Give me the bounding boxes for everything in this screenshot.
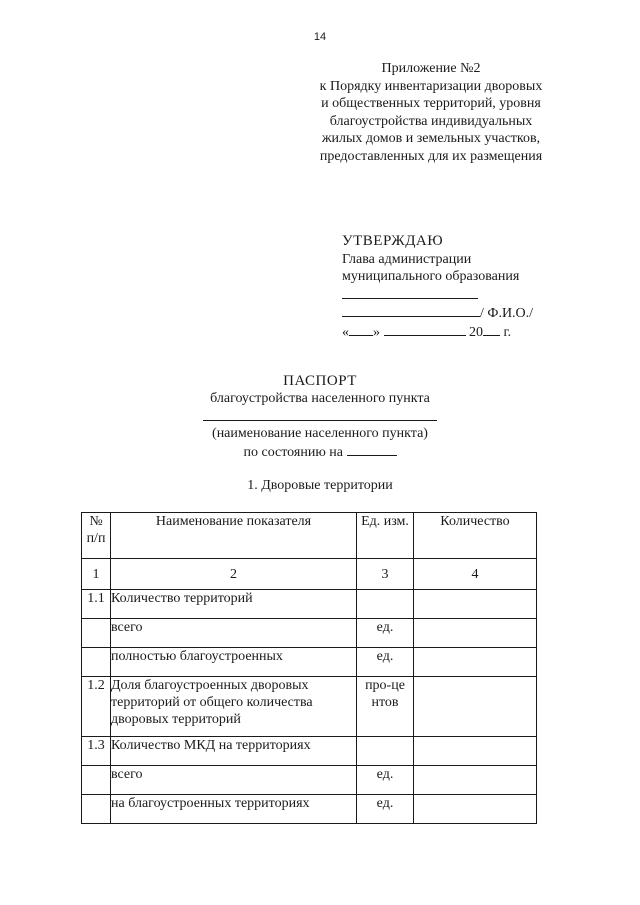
row-qty <box>414 795 537 824</box>
passport-title: ПАСПОРТ <box>283 373 357 389</box>
row-unit: ед. <box>357 619 414 648</box>
yard-territories-table <box>81 512 537 824</box>
row-unit-text: про-центов <box>365 678 405 710</box>
row-qty <box>414 737 537 766</box>
column-number: 1 <box>82 559 111 590</box>
row-name: Количество территорий <box>111 590 357 619</box>
appendix-line: и общественных территорий, уровня <box>321 96 541 111</box>
column-number: 3 <box>357 559 414 590</box>
row-unit: ед. <box>357 766 414 795</box>
row-name: всего <box>111 766 357 795</box>
as-of-line <box>0 443 640 462</box>
column-number: 4 <box>414 559 537 590</box>
header-cell-unit: Ед. изм. <box>357 513 414 559</box>
row-qty <box>414 619 537 648</box>
approval-position-line1: Глава администрации <box>342 251 472 267</box>
section-title: 1. Дворовые территории <box>247 478 393 493</box>
approval-block <box>342 233 582 341</box>
row-unit: ед. <box>357 648 414 677</box>
passport-subtitle: благоустройства населенного пункта <box>210 391 430 406</box>
row-num <box>82 795 111 824</box>
appendix-line: жилых домов и земельных участков, <box>321 131 541 146</box>
fio-line <box>342 304 582 323</box>
year-prefix: 20 <box>469 324 483 340</box>
date-quote-open: « <box>342 324 349 340</box>
page-number: 14 <box>313 31 327 43</box>
fio-label: / Ф.И.О./ <box>480 306 534 321</box>
approval-position-line2: муниципального образования <box>342 269 520 284</box>
row-num <box>82 619 111 648</box>
appendix-line: предоставленных для их размещения <box>319 148 543 164</box>
settlement-name-blank <box>0 408 640 425</box>
header-cell-qty: Количество <box>414 513 537 559</box>
row-unit: ед. <box>357 795 414 824</box>
row-name: полностью благоустроенных <box>111 648 357 677</box>
table-row <box>82 590 537 619</box>
column-number: 2 <box>111 559 357 590</box>
date-quote-close: » <box>373 324 380 340</box>
row-num: 1.1 <box>82 590 111 619</box>
row-unit <box>357 590 414 619</box>
table-row <box>82 737 537 766</box>
header-cell-num: № п/п <box>82 513 111 559</box>
row-qty <box>414 590 537 619</box>
row-num <box>82 766 111 795</box>
row-unit <box>357 737 414 766</box>
row-name: на благоустроенных территориях <box>111 795 357 824</box>
table-row <box>82 648 537 677</box>
table-header-row <box>82 513 537 559</box>
signature-blank <box>342 286 582 305</box>
table-row <box>82 619 537 648</box>
row-name: Доля благоустроенных дворовых территорий от общего количества дворовых территорий <box>111 677 357 737</box>
appendix-block <box>300 60 562 165</box>
passport-block <box>0 372 640 462</box>
table-column-numbers-row <box>82 559 537 590</box>
row-name: всего <box>111 619 357 648</box>
row-unit <box>357 677 414 737</box>
table-row <box>82 795 537 824</box>
year-suffix: г. <box>500 324 512 340</box>
row-num: 1.2 <box>82 677 111 737</box>
settlement-name-caption: (наименование населенного пункта) <box>212 426 428 441</box>
appendix-line: благоустройства индивидуальных <box>329 113 533 129</box>
table-row <box>82 677 537 737</box>
appendix-line: к Порядку инвентаризации дворовых <box>319 78 543 94</box>
date-line <box>342 323 582 342</box>
row-num <box>82 648 111 677</box>
as-of-label: по состоянию на <box>243 445 344 460</box>
appendix-title: Приложение №2 <box>381 61 481 76</box>
approval-heading: УТВЕРЖДАЮ <box>342 233 444 249</box>
header-cell-name: Наименование показателя <box>111 513 357 559</box>
row-name: Количество МКД на территориях <box>111 737 357 766</box>
row-qty <box>414 677 537 737</box>
row-qty <box>414 766 537 795</box>
row-qty <box>414 648 537 677</box>
row-num: 1.3 <box>82 737 111 766</box>
table-row <box>82 766 537 795</box>
